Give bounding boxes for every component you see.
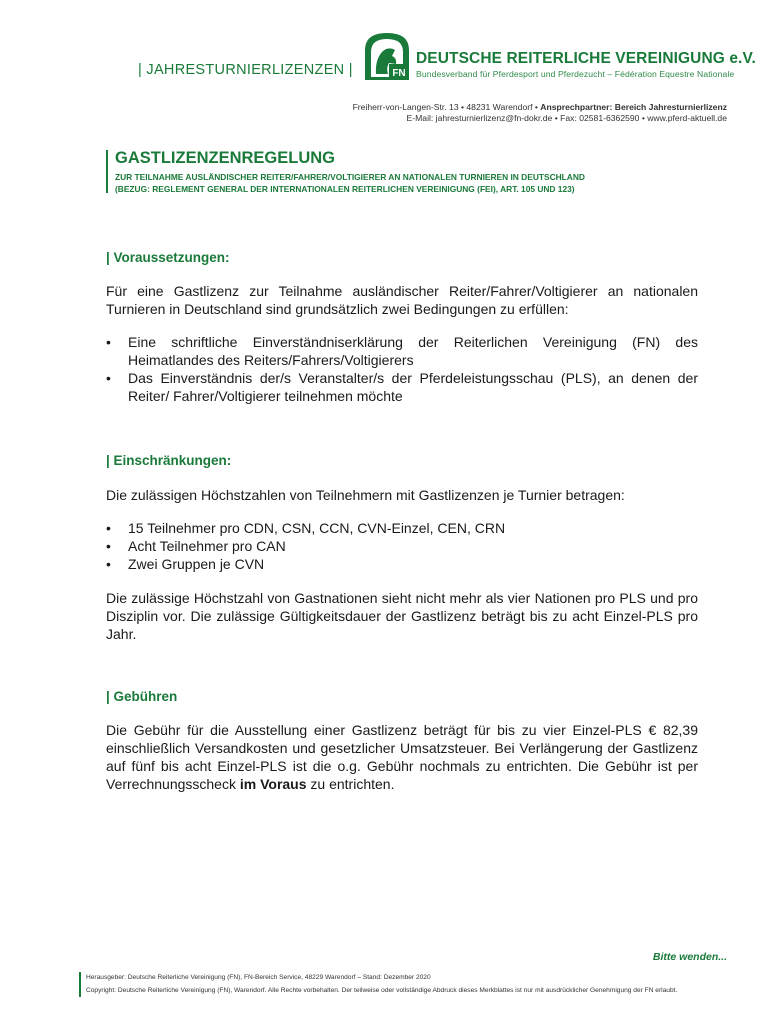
section-heading-gebuehren: | Gebühren bbox=[106, 689, 178, 704]
section-heading-voraussetzungen: | Voraussetzungen: bbox=[106, 250, 230, 265]
einschraenkungen-intro: Die zulässigen Höchstzahlen von Teilnehmern mit Gastlizenzen je Turnier betragen: bbox=[106, 487, 625, 503]
section-heading-einschraenkungen: | Einschränkungen: bbox=[106, 453, 232, 468]
organization-name: DEUTSCHE REITERLICHE VEREINIGUNG e.V. bbox=[416, 50, 756, 67]
organization-subtitle: Bundesverband für Pferdesport und Pferdezucht – Fédération Equestre Nationale bbox=[416, 69, 735, 79]
title-accent-bar bbox=[106, 150, 108, 193]
turn-page-note: Bitte wenden... bbox=[652, 951, 727, 963]
document-series-title: | JAHRESTURNIERLIZENZEN | bbox=[138, 62, 353, 78]
gebuehren-text: Die Gebühr für die Ausstellung einer Gastlizenz beträgt für bis zu vier Einzel-PLS € 82,39 einschließlich Versandkosten und gesetzlicher Umsatzsteuer. Bei Verlängerung der Gastlizenz auf fünf bis acht Einzel-PLS ist die o.g. Gebühr nochmals zu entrichten. Die Gebühr ist per Verrechnungsscheck im Voraus zu entrichten. bbox=[106, 722, 698, 792]
voraussetzungen-intro: Für eine Gastlizenz zur Teilnahme ausländischer Reiter/Fahrer/Voltigierer an nationalen Turnieren in Deutschland sind grundsätzlich zwei Bedingungen zu erfüllen: bbox=[106, 283, 698, 317]
list-item: • Acht Teilnehmer pro CAN bbox=[106, 538, 286, 554]
footer-copyright: Copyright: Deutsche Reiterliche Vereinigung (FN), Warendorf. Alle Rechte vorbehalten. Der teilweise oder vollständige Abdruck dieses Merkblattes ist nur mit ausdrücklicher Genehmigung der FN erlaubt. bbox=[86, 987, 678, 994]
voraussetzungen-list bbox=[106, 333, 698, 405]
list-item: • Das Einverständnis der/s Veranstalter/s der Pferdeleistungsschau (PLS), an denen der Reiter/ Fahrer/Voltigierer teilnehmen möchte bbox=[106, 370, 698, 404]
address-line-1: Freiherr-von-Langen-Str. 13 • 48231 Warendorf • Ansprechpartner: Bereich Jahresturnierlizenz bbox=[352, 102, 727, 112]
list-item: • Eine schriftliche Einverständniserklärung der Reiterlichen Vereinigung (FN) des Heimatlandes des Reiters/Fahrers/Voltigierers bbox=[106, 334, 698, 368]
list-item: • Zwei Gruppen je CVN bbox=[106, 556, 265, 572]
document-title: GASTLIZENZENREGELUNG bbox=[115, 149, 336, 167]
footer-accent-bar bbox=[79, 972, 81, 997]
einschraenkungen-outro: Die zulässige Höchstzahl von Gastnationen sieht nicht mehr als vier Nationen pro PLS und pro Disziplin vor. Die zulässige Gültigkeitsdauer der Gastlizenz beträgt bis zu acht Einzel-PLS pro Jahr. bbox=[106, 590, 698, 642]
einschraenkungen-list bbox=[106, 519, 698, 573]
logo-text: FN bbox=[392, 68, 406, 79]
footer-publisher: Herausgeber: Deutsche Reiterliche Vereinigung (FN), FN-Bereich Service, 48229 Warendorf – Stand: Dezember 2020 bbox=[86, 974, 431, 981]
list-item: • 15 Teilnehmer pro CDN, CSN, CCN, CVN-Einzel, CEN, CRN bbox=[106, 520, 506, 536]
address-line-2: E-Mail: jahresturnierlizenz@fn-dokr.de • Fax: 02581-6362590 • www.pferd-aktuell.de bbox=[406, 113, 727, 123]
fn-logo-icon bbox=[362, 30, 412, 82]
document-subtitle: ZUR TEILNAHME AUSLÄNDISCHER REITER/FAHRER/VOLTIGIERER AN NATIONALEN TURNIEREN IN DEUTSCHLAND (BEZUG: REGLEMENT GENERAL DER INTERNATIONALEN REITERLICHEN VEREINIGUNG (FEI), ART. 105 UND 123) bbox=[115, 172, 585, 194]
